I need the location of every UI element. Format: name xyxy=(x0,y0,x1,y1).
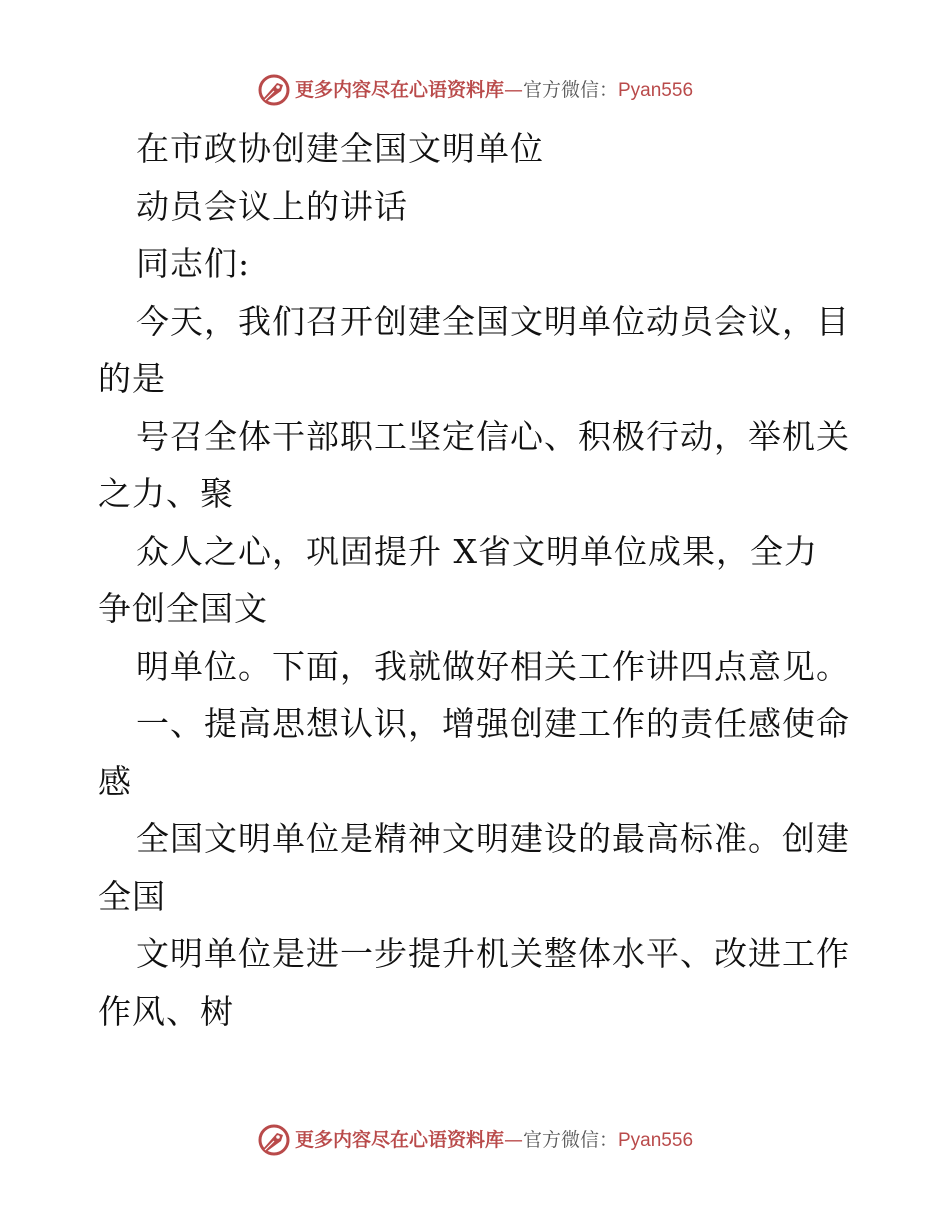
document-line: 作风、树 xyxy=(98,991,234,1031)
document-line: 明单位。下面，我就做好相关工作讲四点意见。 xyxy=(136,646,850,686)
banner-sub-text: 官方微信： xyxy=(522,78,618,101)
footer-banner xyxy=(0,1120,950,1160)
document-body xyxy=(98,120,858,1040)
document-line: 号召全体干部职工坚定信心、积极行动，举机关 xyxy=(136,416,850,456)
banner-main-text: 更多内容尽在心语资料库 xyxy=(294,1128,504,1151)
pen-nib-circle-icon xyxy=(257,73,291,107)
banner-wechat-id: Pyan556 xyxy=(618,79,694,101)
banner-wechat-id: Pyan556 xyxy=(618,1129,694,1151)
header-banner-content xyxy=(257,73,693,107)
document-line: 一、提高思想认识，增强创建工作的责任感使命 xyxy=(136,704,850,743)
header-banner xyxy=(0,70,950,110)
footer-banner-content xyxy=(257,1123,693,1157)
pen-nib-circle-icon xyxy=(257,1123,291,1157)
document-line: 在市政协创建全国文明单位 xyxy=(136,129,544,168)
document-line: 文明单位是进一步提升机关整体水平、改进工作 xyxy=(136,934,850,973)
document-line: 众人之心，巩固提升 X省文明单位成果，全力 xyxy=(136,531,818,571)
document-line: 争创全国文 xyxy=(98,589,268,628)
document-line: 全国文明单位是精神文明建设的最高标准。创建 xyxy=(136,819,850,858)
document-line: 今天，我们召开创建全国文明单位动员会议，目 xyxy=(136,301,850,341)
document-line: 动员会议上的讲话 xyxy=(136,186,408,226)
document-line: 感 xyxy=(98,761,132,801)
banner-main-text: 更多内容尽在心语资料库 xyxy=(294,78,504,101)
document-line: 之力、聚 xyxy=(98,474,234,513)
banner-dash: — xyxy=(503,78,523,101)
banner-dash: — xyxy=(503,1128,523,1151)
document-line: 同志们: xyxy=(136,244,251,283)
document-line: 全国 xyxy=(98,876,166,916)
document-line: 的是 xyxy=(98,359,166,398)
banner-sub-text: 官方微信： xyxy=(522,1128,618,1151)
